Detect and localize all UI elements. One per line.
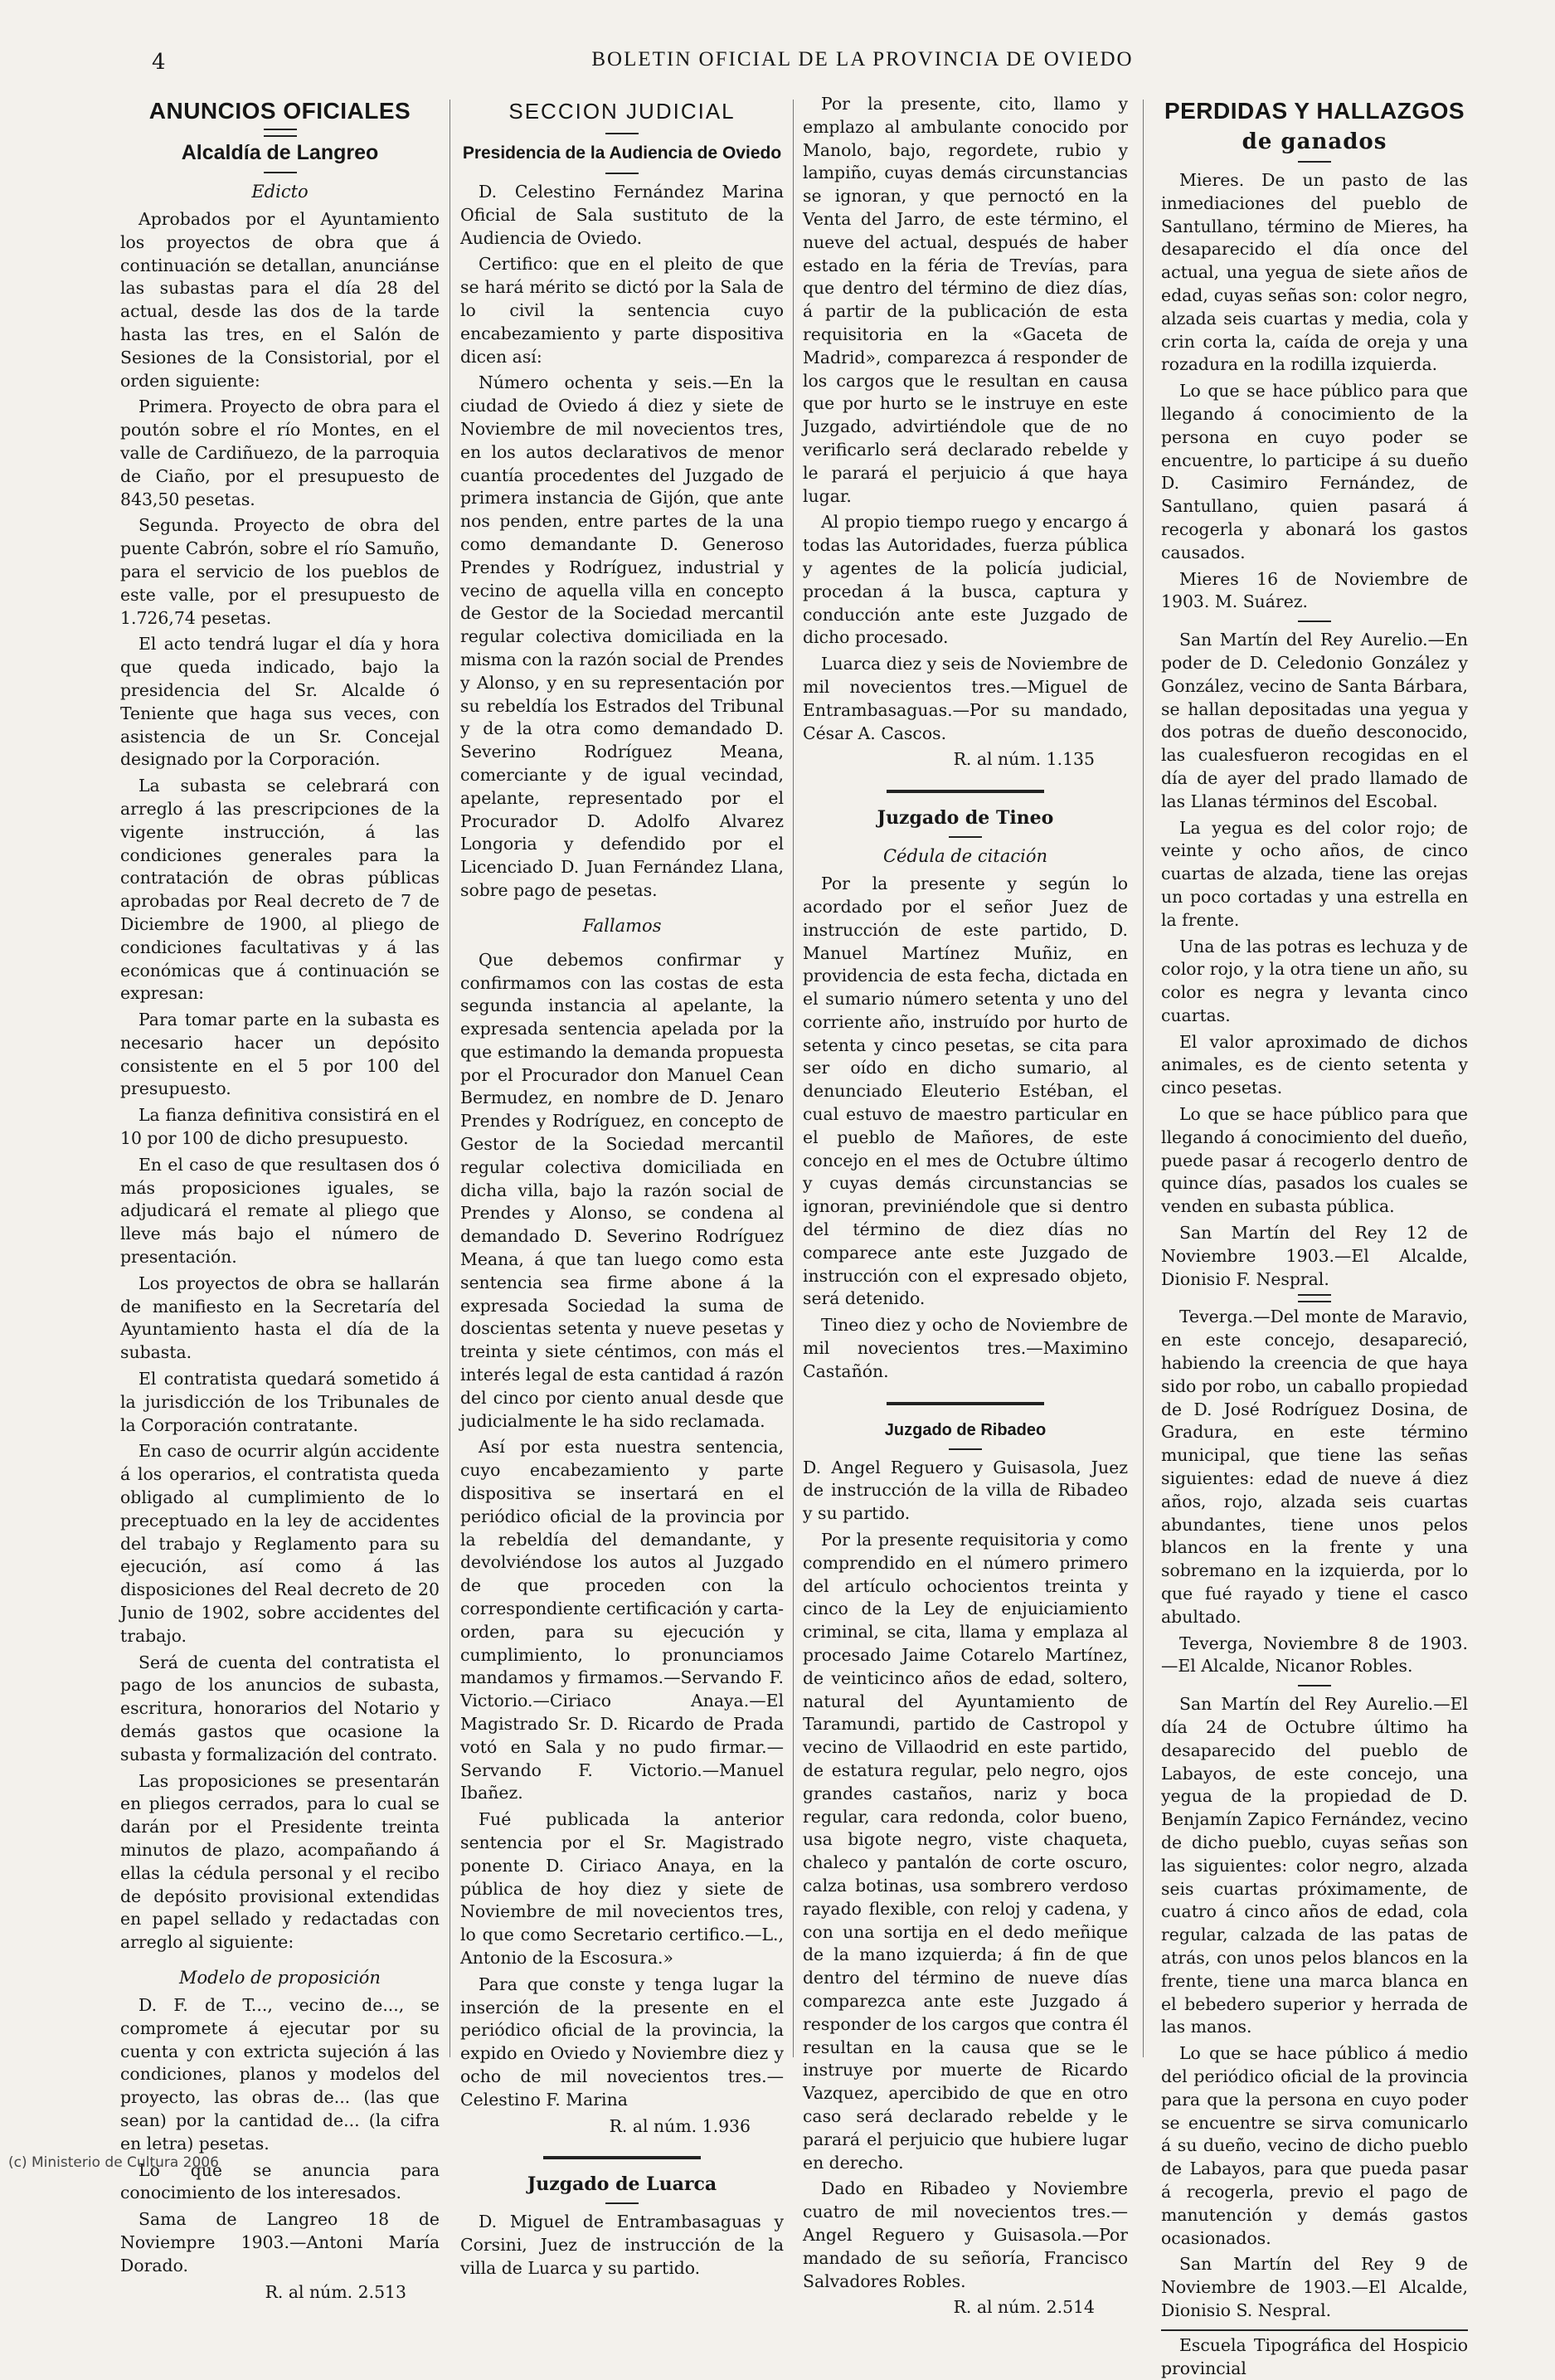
divider xyxy=(605,133,639,134)
paragraph: Las proposiciones se presentarán en pliegos cerrados, para lo cual se darán por el Presidente treinta minutos de plazo, acompañando á ellas la cédula personal y el recibo de depósito provisional extendidas en papel sellado y redactadas con arreglo al siguiente: xyxy=(120,1770,440,1953)
section-rule xyxy=(887,1402,1044,1405)
section-subheading: de ganados xyxy=(1242,129,1387,154)
paragraph: Que debemos confirmar y confirmamos con las costas de esta segunda instancia al apelante, la expresada sentencia apelada por la que estimando la demanda propuesta por el Procurador don Manuel Cean Bermudez, en nombre de D. Jenaro Prendes y Rodríguez, en concepto de Gestor de la Sociedad mercantil regular colectiva domiciliada en dicha villa, bajo la razón social de Prendes y Alonso, se condena al demandado D. Severino Rodríguez Meana, á que tan luego como esta sentencia sea firme abone á la expresada Sociedad la suma de doscientas setenta y nueve pesetas y treinta y siete céntimos, con más el interés legal de esta cantidad á razón del cinco por ciento anual desde que judicialmente le ha sido reclamada. xyxy=(460,949,784,1431)
paragraph: Certifico: que en el pleito de que se hará mérito se dictó por la Sala de lo civil la sentencia cuyo encabezamiento y parte dispositiva dicen así: xyxy=(460,254,784,367)
paragraph: Los proyectos de obra se hallarán de manifiesto en la Secretaría del Ayuntamiento hasta el día de la subasta. xyxy=(120,1273,440,1363)
paragraph: Por la presente y según lo acordado por el señor Juez de instrucción de este partido, D. Manuel Martínez Muñiz, en providencia de esta fecha, dictada en el sumario número setenta y uno del corriente año, instruído por hurto de setenta y cinco pesetas, se cita para ser oído en dicho sumario, al denunciado Eleuterio Estéban, el cual estuvo de maestro particular en el pueblo de Mañores, de este concejo en el mes de Octubre último y cuyas demás circunstancias se ignoran, previniéndole que si dentro del término de diez días no comparece ante este Juzgado de instrucción con el expresado objeto, será detenido. xyxy=(803,874,1128,1309)
paragraph: Dado en Ribadeo y Noviembre cuatro de mil novecientos tres.—Angel Reguero y Guisasola.—Por mandado de su señoría, Francisco Salvadores Robles. xyxy=(803,2178,1128,2291)
column-rule xyxy=(449,100,450,2057)
paragraph: Lo que se hace público para que llegando á conocimiento de la persona en cuyo poder se encuentre, lo participe á su dueño D. Casimiro Fernández, de Santullano, quien pasará á recogerla y abonará los gastos causados. xyxy=(1161,381,1468,562)
divider xyxy=(605,173,639,174)
paragraph: D. Miguel de Entrambasaguas y Corsini, Juez de instrucción de la villa de Luarca y su partido. xyxy=(460,2212,784,2278)
column-4 xyxy=(1161,93,1468,2378)
section-rule xyxy=(887,790,1044,793)
divider xyxy=(949,1448,982,1450)
paragraph: Tineo diez y ocho de Noviembre de mil novecientos tres.—Maximino Castañón. xyxy=(803,1315,1128,1381)
divider xyxy=(264,172,297,173)
divider xyxy=(1298,621,1331,622)
article-subtitle: Edicto xyxy=(251,182,309,202)
paragraph: Una de las potras es lechuza y de color rojo, y la otra tiene un año, su color es negra y levanta cinco cuartas. xyxy=(1161,936,1468,1025)
paragraph: En caso de ocurrir algún accidente á los operarios, el contratista queda obligado al cumplimiento de lo preceptuado en la ley de accidentes del trabajo y Reglamento para su ejecución, así como á las disposiciones del Real decreto de 20 Junio de 1902, sobre accidentes del trabajo. xyxy=(120,1441,440,1646)
paragraph: Al propio tiempo ruego y encargo á todas las Autoridades, fuerza pública y agentes de la policía judicial, procedan á la busca, captura y conducción ante este Juzgado de dicho procesado. xyxy=(803,512,1128,648)
paragraph: Mieres. De un pasto de las inmediaciones del pueblo de Santullano, término de Mieres, ha desaparecido el día once del actual, una yegua de siete años de edad, cuyas señas son: color negro, alzada seis cuartas y media, cola y crin corta la, caída de oreja y una rozadura en la rodilla izquierda. xyxy=(1161,170,1468,375)
divider xyxy=(1298,1685,1331,1686)
column-2 xyxy=(460,93,784,2278)
paragraph: San Martín del Rey Aurelio.—El día 24 de Octubre último ha desaparecido del pueblo de Labayos, de este concejo, una yegua de la propiedad de D. Benjamín Zapico Fernández, vecino de dicho pueblo, cuyas señas son las siguientes: color negro, alzada seis cuartas próximamente, de cuatro á cinco años de edad, cola regular, calzada de las patas de atrás, con unos pelos blancos en la frente, tiene una marca blanca en el bebedero superior y herrada de las manos. xyxy=(1161,1694,1468,2037)
divider xyxy=(949,836,982,838)
signature: Sama de Langreo 18 de Noviempre 1903.—Antoni María Dorado. xyxy=(120,2209,440,2275)
article-subtitle: Cédula de citación xyxy=(882,846,1047,867)
article-heading: Juzgado de Ribadeo xyxy=(884,1420,1047,1439)
paragraph: Por la presente, cito, llamo y emplazo al ambulante conocido por Manolo, bajo, regordete, rubio y lampiño, cuyas demás circunstancias se ignoran, y que pernoctó en la Venta del Jarro, de este término, el nueve del actual, después de haber estado en la féria de Trevías, para que dentro del término de diez días, á partir de la publicación de esta requisitoria en la «Gaceta de Madrid», comparezca á responder de los cargos que le resultan en causa que por hurto se le instruye en este Juzgado, advirtiéndole que de no verificarlo será declarado rebelde y le parará el perjuicio á que haya lugar. xyxy=(803,94,1128,506)
paragraph: Mieres 16 de Noviembre de 1903. M. Suárez. xyxy=(1161,568,1468,612)
paragraph: D. Angel Reguero y Guisasola, Juez de instrucción de la villa de Ribadeo y su partido. xyxy=(803,1457,1128,1524)
paragraph: Por la presente requisitoria y como comprendido en el número primero del artículo ochocientos treinta y cinco de la Ley de enjuiciamiento criminal, se cita, llama y emplaza al procesado Jaime Cotarelo Martínez, de veinticinco años de edad, soltero, natural del Ayuntamiento de Taramundi, partido de Castropol y vecino de Villaodrid en este partido, de estatura regular, pelo negro, ojos grandes castaños, nariz y boca regular, cara redonda, color bueno, usa bigote negro, viste chaqueta, chaleco y pantalón de corte oscuro, calza botinas, usa sombrero verdoso rayado flexible, con reloj y cadena, y con una sortija en el dedo meñique de la mano izquierda; á fin de que dentro del término de nueve días comparezca ante este Juzgado á responder de los cargos que contra él resultan en la causa que se le instruye por muerte de Ricardo Vazquez, apercibido de que en otro caso será declarado rebelde y le parará el perjuicio que hubiere lugar en derecho. xyxy=(803,1530,1128,2173)
paragraph: Lo que se hace público para que llegando á conocimiento del dueño, puede pasar á recogerlo dentro de quince días, pasados los cuales se venden en subasta pública. xyxy=(1161,1104,1468,1217)
divider xyxy=(264,129,297,137)
article-heading: Juzgado de Luarca xyxy=(527,2173,717,2196)
paragraph: D. Celestino Fernández Marina Oficial de Sala sustituto de la Audiencia de Oviedo. xyxy=(460,182,784,248)
paragraph: Teverga.—Del monte de Maravio, en este concejo, desapareció, habiendo la creencia de que haya sido por robo, un caballo propiedad de D. José Rodríguez Dosina, de Gradura, en este término municipal, que tiene las señas siguientes: edad de nueve á diez años, rojo, alzada seis cuartas abundantes, tiene unos pelos blancos en la frente y una sobremano en la izquierda, por lo que fué rayado y tiene el casco abultado. xyxy=(1161,1307,1468,1627)
page-number: 4 xyxy=(152,50,166,75)
article-heading: Presidencia de la Audiencia de Oviedo xyxy=(462,144,782,163)
reference-number: R. al núm. 1.135 xyxy=(953,749,1095,770)
divider xyxy=(605,2202,639,2204)
paragraph: Fué publicada la anterior sentencia por el Sr. Magistrado ponente D. Ciriaco Anaya, en la pública de hoy diez y siete de Noviembre de mil novecientos tres, lo que como Secretario certifico.—L., Antonio de la Escosura.» xyxy=(460,1809,784,1968)
paragraph: Segunda. Proyecto de obra del puente Cabrón, sobre el río Samuño, para el servicio de los pueblos de este valle, por el presupuesto de 1.726,74 pesetas. xyxy=(120,515,440,628)
printer-imprint: Escuela Tipográfica del Hospicio provincial xyxy=(1161,2334,1468,2378)
paragraph: Para que conste y tenga lugar la inserción de la presente en el periódico oficial de la provincia, la expido en Oviedo y Noviembre diez y ocho de mil novecientos tres.—Celestino F. Marina xyxy=(460,1974,784,2110)
paragraph: Luarca diez y seis de Noviembre de mil novecientos tres.—Miguel de Entrambasaguas.—Por su mandado, César A. Cascos. xyxy=(803,654,1128,743)
running-head: BOLETIN OFICIAL DE LA PROVINCIA DE OVIEDO xyxy=(591,48,1134,71)
paragraph: En el caso de que resultasen dos ó más proposiciones iguales, se adjudicará el remate al pliego que lleve más bajo el número de presentación. xyxy=(120,1154,440,1268)
paragraph: Primera. Proyecto de obra para el poutón sobre el río Montes, en el valle de Cardiñuezo, de la parroquia de Ciaño, por el presupuesto de 843,50 pesetas. xyxy=(120,397,440,509)
section-heading: ANUNCIOS OFICIALES xyxy=(148,98,411,124)
imprint-rule xyxy=(1161,2329,1468,2331)
paragraph: Así por esta nuestra sentencia, cuyo encabezamiento y parte dispositiva se insertará en el periódico oficial de la provincia por la rebeldía del demandante, y devolviéndose los autos al Juzgado de que proceden con la correspondiente certificación y carta-orden, para su ejecución y cumplimiento, lo pronunciamos mandamos y firmamos.—Servando F. Victorio.—Ciriaco Anaya.—El Magistrado Sr. D. Ricardo de Prada votó en Sala y no pudo firmar.—Servando F. Victorio.—Manuel Ibañez. xyxy=(460,1437,784,1803)
copyright-notice: (c) Ministerio de Cultura 2006 xyxy=(8,2154,219,2171)
reference-number: R. al núm. 2.513 xyxy=(265,2281,406,2302)
reference-number: R. al núm. 2.514 xyxy=(953,2297,1095,2318)
paragraph: San Martín del Rey 12 de Noviembre 1903.—El Alcalde, Dionisio F. Nespral. xyxy=(1161,1223,1468,1289)
paragraph: Será de cuenta del contratista el pago de los anuncios de subasta, escritura, honorarios del Notario y demás gastos que ocasione la subasta y formalización del contrato. xyxy=(120,1652,440,1764)
paragraph: La yegua es del color rojo; de veinte y ocho años, de cinco cuartas de alzada, tiene las orejas un poco cortadas y una estrella en la frente. xyxy=(1161,817,1468,930)
paragraph: Número ochenta y seis.—En la ciudad de Oviedo á diez y siete de Noviembre de mil novecientos tres, en los autos declarativos de menor cuantía procedentes del Juzgado de primera instancia de Gijón, que ante nos penden, entre partes de la una como demandante D. Generoso Prendes y Rodríguez, industrial y vecino de aquella villa en concepto de Gestor de la Sociedad mercantil regular colectiva domiciliada en la misma con la razón social de Prendes y Alonso, y en su representación por su rebeldía los Estrados del Tribunal y de la otra como demandado D. Severino Rodríguez Meana, comerciante y de igual vecindad, apelante, representado por el Procurador D. Adolfo Alvarez Longoria y defendido por el Licenciado D. Juan Fernández Llana, sobre pago de pesetas. xyxy=(460,372,784,900)
column-rule xyxy=(793,100,794,2057)
article-heading: Alcaldía de Langreo xyxy=(181,141,379,164)
paragraph: El valor aproximado de dichos animales, es de ciento setenta y cinco pesetas. xyxy=(1161,1031,1468,1098)
column-rule xyxy=(1143,100,1144,2057)
divider xyxy=(1298,1294,1331,1302)
paragraph: Lo que se hace público á medio del periódico oficial de la provincia para que la persona en cuyo poder se encuentre se sirva comunicarlo á su dueño, vecino de dicho pueblo de Labayos, para que pueda pasar á recogerla, previo el pago de manutención y demás gastos ocasionados. xyxy=(1161,2043,1468,2248)
section-heading: PERDIDAS Y HALLAZGOS xyxy=(1164,98,1465,124)
paragraph: D. F. de T..., vecino de..., se compromete á ejecutar por su cuenta y con extricta sujeción á las condiciones, planos y modelos del proyecto, las obras de... (las que sean) por la cantidad de... (la cifra en letra) pesetas. xyxy=(120,1994,440,2154)
paragraph: El contratista quedará sometido á la jurisdicción de los Tribunales de la Corporación contratante. xyxy=(120,1369,440,1435)
section-rule xyxy=(543,2156,701,2159)
paragraph: Teverga, Noviembre 8 de 1903. —El Alcalde, Nicanor Robles. xyxy=(1161,1633,1468,1677)
article-heading: Juzgado de Tineo xyxy=(877,807,1054,830)
fallamos-title: Fallamos xyxy=(582,915,662,936)
paragraph: Aprobados por el Ayuntamiento los proyectos de obra que á continuación se detallan, anunciánse las subastas para el día 28 del actual, desde las dos de la tarde hasta las tres, en el Salón de Sesiones de la Consistorial, por el orden siguiente: xyxy=(120,209,440,391)
paragraph: Lo que se anuncia para conocimiento de los interesados. xyxy=(120,2159,440,2203)
section-heading: SECCION JUDICIAL xyxy=(508,99,736,124)
column-1 xyxy=(120,93,440,2302)
paragraph: La subasta se celebrará con arreglo á las prescripciones de la vigente instrucción, á las condiciones generales para la contratación de obras públicas aprobadas por Real decreto de 7 de Diciembre de 1900, al pliego de condiciones facultativas y á las económicas que á continuación se expresan: xyxy=(120,776,440,1004)
paragraph: San Martín del Rey 9 de Noviembre de 1903.—El Alcalde, Dionisio S. Nespral. xyxy=(1161,2254,1468,2320)
column-3 xyxy=(803,93,1128,2318)
divider xyxy=(1298,161,1331,163)
paragraph: Para tomar parte en la subasta es necesario hacer un depósito consistente en el 5 por 100 del presupuesto. xyxy=(120,1010,440,1099)
paragraph: San Martín del Rey Aurelio.—En poder de D. Celedonio González y González, vecino de Santa Bárbara, se hallan depositadas una yegua y dos potras de dueño desconocido, las cualesfueron recogidas en el día de ayer del prado llamado de las Llanas términos del Escobal. xyxy=(1161,630,1468,811)
reference-number: R. al núm. 1.936 xyxy=(609,2115,751,2136)
paragraph: La fianza definitiva consistirá en el 10 por 100 de dicho presupuesto. xyxy=(120,1105,440,1149)
paragraph: El acto tendrá lugar el día y hora que queda indicado, bajo la presidencia del Sr. Alcalde ó Teniente que haga sus veces, con asistencia de un Sr. Concejal designado por la Corporación. xyxy=(120,634,440,770)
model-title: Modelo de proposición xyxy=(179,1967,381,1988)
